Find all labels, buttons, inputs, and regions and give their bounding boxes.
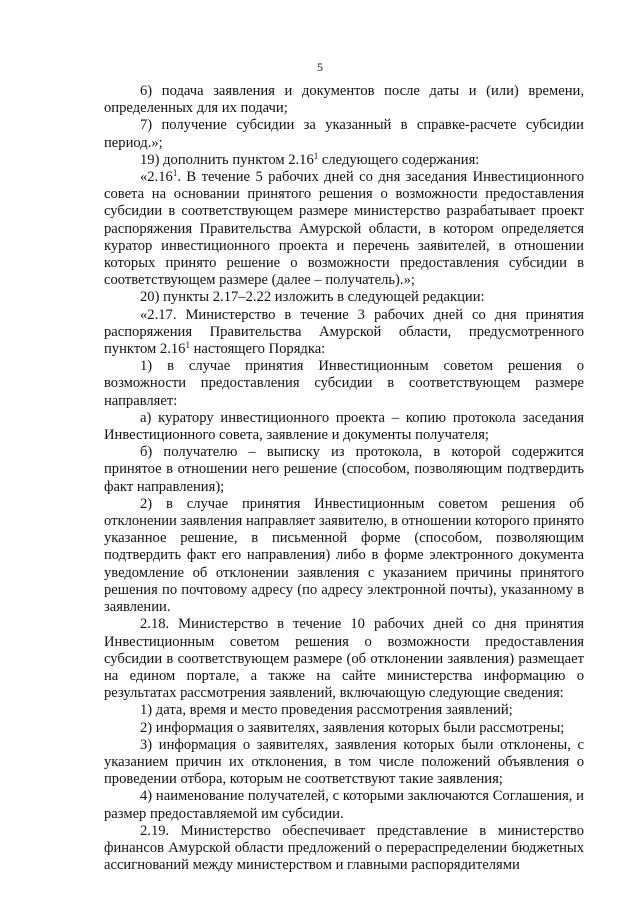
- paragraph-text: . В течение 5 рабочих дней со дня заседания Инвестиционного совета на основании принятого решения о возможности предоставления субсидии в соответствующем размере министерство разрабатывает проект распоряжения Правительства Амурской области, в котором определяется куратор инвестиционного проекта и перечень заявителей, в отношении которых принято решение о возможности предоставления субсидии в соответствующем размере (далее – получатель).»;: [104, 169, 584, 289]
- page-number: 5: [317, 60, 323, 74]
- paragraph-text: настоящего Порядка:: [189, 341, 326, 358]
- superscript: 1: [172, 168, 178, 179]
- paragraph-2-19: 2.19. Министерство обеспечивает представление в министерство финансов Амурской области предложений о перераспределении бюджетных ассигнований между министерством и главными распорядителями: [104, 822, 584, 874]
- paragraph-2-18-item-3: 3) информация о заявителях, заявления которых были отклонены, с указанием причин их отклонения, в том числе положений объявления о проведении отбора, которым не соответствуют такие заявления;: [104, 736, 584, 788]
- superscript: 1: [313, 150, 319, 161]
- paragraph-clause-20: 20) пункты 2.17–2.22 изложить в следующей редакции:: [140, 289, 485, 306]
- paragraph-2-17-item-a: а) куратору инвестиционного проекта – копию протокола заседания Инвестиционного совета, заявление и документы получателя;: [104, 409, 584, 444]
- paragraph-clause-19: [104, 152, 584, 169]
- paragraph-text: «2.17. Министерство в течение 3 рабочих дней со дня принятия распоряжения Правительства Амурской области, предусмотренного пунктом 2.16: [104, 306, 584, 358]
- paragraph-text: 19) дополнить пунктом 2.16: [140, 151, 314, 168]
- superscript: 1: [185, 340, 190, 351]
- document-body: [104, 83, 584, 874]
- paragraph-2-17: [104, 307, 584, 359]
- paragraph-item-7: 7) получение субсидии за указанный в справке-расчете субсидии период.»;: [104, 117, 584, 151]
- paragraph-2-18-item-1: 1) дата, время и место проведения рассмотрения заявлений;: [140, 702, 513, 719]
- paragraph-2-17-item-b: б) получателю – выписку из протокола, в которой содержится принятое в отношении него решение (способом, позволяющим подтвердить факт направления);: [104, 444, 584, 495]
- paragraph-text: следующего содержания:: [318, 151, 480, 168]
- paragraph-2-18-item-2: 2) информация о заявителях, заявления которых были рассмотрены;: [140, 719, 565, 736]
- paragraph-2-18-item-4: 4) наименование получателей, с которыми заключаются Соглашения, и размер предоставляемой им субсидии.: [104, 788, 584, 822]
- paragraph-2-18: 2.18. Министерство в течение 10 рабочих дней со дня принятия Инвестиционным советом решения о возможности предоставления субсидии в соответствующем размере (об отклонении заявления) размещает на едином портале, а также на сайте министерства информацию о результатах рассмотрения заявлений, включающую следующие сведения:: [104, 616, 584, 702]
- paragraph-2-17-item-2: 2) в случае принятия Инвестиционным советом решения об отклонении заявления направляет заявителю, в отношении которого принято указанное решение, в письменной форме (способом, позволяющим подтвердить факт его направления) либо в форме электронного документа уведомление об отклонении заявления с указанием причины принятого решения по почтовому адресу (по адресу электронной почты), указанному в заявлении.: [104, 495, 584, 616]
- paragraph-text: «2.16: [140, 169, 173, 186]
- paragraph-item-6: 6) подача заявления и документов после даты и (или) времени, определенных для их подачи;: [104, 83, 584, 117]
- paragraph-2-17-item-1: 1) в случае принятия Инвестиционным советом решения о возможности предоставления субсидии в соответствующем размере направляет:: [104, 358, 584, 409]
- paragraph-2-16-1: [104, 169, 584, 289]
